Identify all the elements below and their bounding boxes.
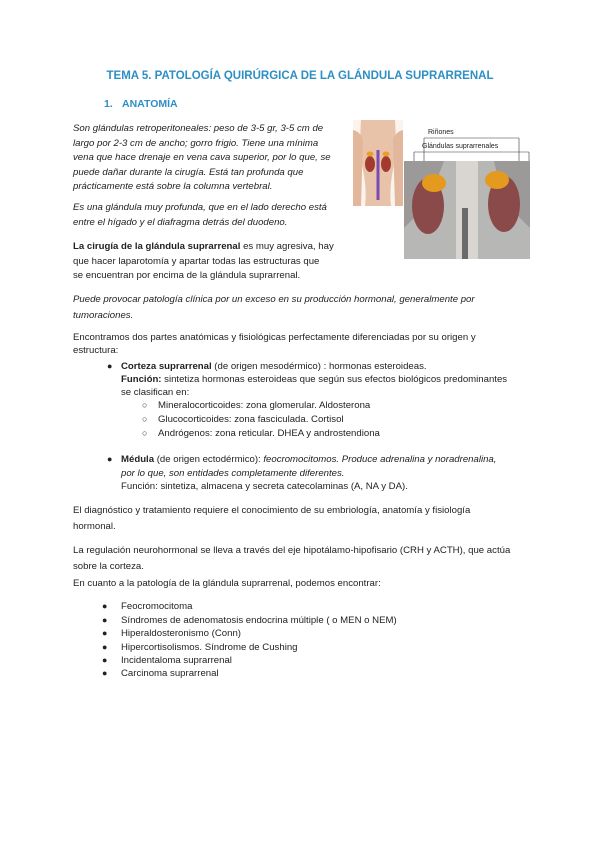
bullet-icon: ● (102, 601, 108, 611)
text-line: entre el hígado y el diafragma detrás del duodeno. (73, 216, 288, 228)
text-line: que hacer laparotomía y apartar todas las estructuras que (73, 255, 320, 267)
list-item: Carcinoma suprarrenal (121, 668, 219, 679)
section-number: 1. (104, 98, 113, 110)
section-heading (104, 98, 178, 111)
surgery-paragraph (73, 240, 348, 284)
cortex-sub-item: Andrógenos: zona reticular. DHEA y androstendiona (158, 428, 380, 439)
text-line (121, 360, 541, 373)
text-line: La regulación neurohormonal se lleva a través del eje hipotálamo-hipofisario (CRH y ACTH), que actúa (73, 545, 511, 556)
text-line: puede dañar durante la cirugía. Está tan profunda que (73, 166, 304, 178)
sub-bullet-icon: ○ (142, 414, 148, 424)
figure-label-kidneys: Riñones (428, 129, 454, 136)
text-line (121, 373, 541, 386)
cortex-sub-item: Mineralocorticoides: zona glomerular. Aldosterona (158, 400, 371, 411)
list-item: Incidentaloma suprarrenal (121, 655, 232, 666)
bullet-icon: ● (107, 454, 113, 464)
kidney-figure (404, 128, 530, 259)
medulla-rest: (de origen ectodérmico): (154, 454, 264, 465)
text-line: por lo que, son entidades completamente diferentes. (121, 467, 345, 479)
text-line: prácticamente está sobre la columna vertebral. (73, 181, 273, 192)
torso-illustration (353, 120, 403, 206)
bullet-icon: ● (102, 628, 108, 638)
text-line: estructura: (73, 345, 119, 356)
pathology-intro: En cuanto a la patología de la glándula suprarrenal, podemos encontrar: (73, 578, 381, 589)
text-line: se encuentran por encima de la glándula suprarrenal. (73, 270, 301, 281)
text-line: hormonal. (73, 520, 116, 532)
surgery-bold: La cirugía de la glándula suprarrenal (73, 241, 241, 252)
list-item: Síndromes de adenomatosis endocrina múltiple ( o MEN o NEM) (121, 615, 397, 626)
sub-bullet-icon: ○ (142, 400, 148, 410)
bullet-icon: ● (102, 642, 108, 652)
list-item: Hipercortisolismos. Síndrome de Cushing (121, 642, 298, 653)
list-item: Feocromocitoma (121, 601, 193, 612)
text-line: sobre la corteza. (73, 560, 144, 572)
surgery-rest: es muy agresiva, hay (240, 241, 334, 252)
text-line: tumoraciones. (73, 309, 134, 321)
hormonal-paragraph (73, 292, 546, 323)
medulla-item (121, 453, 541, 494)
document-title: TEMA 5. PATOLOGÍA QUIRÚRGICA DE LA GLÁNDULA SUPRARRENAL (106, 70, 494, 82)
section-label: ANATOMÍA (122, 98, 178, 110)
cortex-sub-item: Glucocorticoides: zona fasciculada. Cortisol (158, 414, 344, 425)
text-line: Son glándulas retroperitoneales: peso de 3-5 gr, 3-5 cm de (73, 123, 324, 134)
cortex-rest: (de origen mesodérmico) : hormonas esteroideas. (211, 361, 427, 372)
text-line: Es una glándula muy profunda, que en el lado derecho está (73, 202, 327, 213)
two-parts-paragraph (73, 331, 546, 357)
list-item: Hiperaldosteronismo (Conn) (121, 628, 241, 639)
cortex-bold: Corteza suprarrenal (121, 361, 212, 372)
medulla-bold: Médula (121, 454, 155, 465)
text-line (73, 240, 348, 255)
text-line: El diagnóstico y tratamiento requiere el conocimiento de su embriología, anatomía y fisiología (73, 505, 471, 516)
bullet-icon: ● (107, 361, 113, 371)
regulation-paragraph (73, 543, 546, 574)
intro-paragraph (73, 122, 348, 195)
text-line: Función: sintetiza, almacena y secreta catecolaminas (A, NA y DA). (121, 481, 408, 492)
text-line: vena que hace drenaje en vena cava superior, por lo que, se (73, 152, 331, 163)
kidney-illustration (404, 128, 530, 259)
cortex-item (121, 360, 541, 399)
depth-paragraph (73, 201, 348, 230)
figure-label-adrenals: Glándulas suprarrenales (422, 143, 499, 150)
text-line (121, 453, 541, 467)
bullet-icon: ● (102, 655, 108, 665)
cortex-func-line: sintetiza hormonas esteroideas que según sus efectos biológicos predominantes (161, 374, 508, 385)
text-line: Puede provocar patología clínica por un exceso en su producción hormonal, generalmente por (73, 294, 475, 305)
bullet-icon: ● (102, 615, 108, 625)
text-line: largo por 2-3 cm de ancho; gorro frigio. Tiene una mínima (73, 137, 319, 149)
bullet-icon: ● (102, 668, 108, 678)
cortex-func-label: Función: (121, 374, 162, 385)
diagnosis-paragraph (73, 503, 546, 534)
text-line: Encontramos dos partes anatómicas y fisiológicas perfectamente diferenciadas por su origen y (73, 332, 476, 343)
sub-bullet-icon: ○ (142, 428, 148, 438)
text-line: se clasifican en: (121, 387, 190, 398)
medulla-italic: feocromocitomos. Produce adrenalina y noradrenalina, (263, 454, 497, 465)
